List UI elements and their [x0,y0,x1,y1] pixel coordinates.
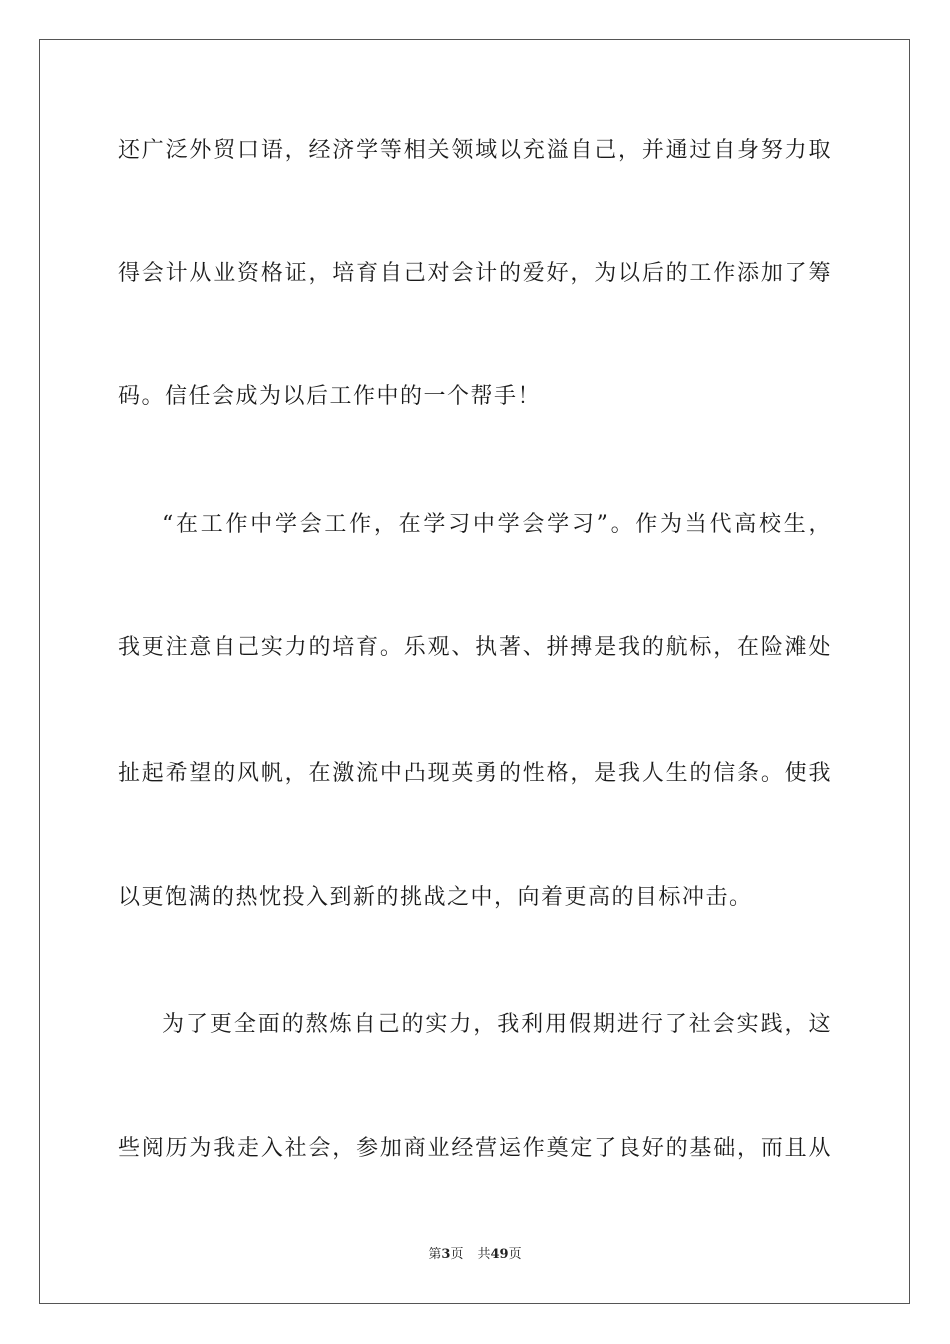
body-text-line: 为了更全面的熬炼自己的实力，我利用假期进行了社会实践，这 [162,1012,832,1037]
total-label-suffix: 页 [508,1247,522,1262]
body-text-line: 些阅历为我走入社会，参加商业经营运作奠定了良好的基础，而且从 [118,1136,832,1161]
page-label-suffix: 页 [450,1247,464,1262]
body-text-line: 我更注意自己实力的培育。乐观、执著、拼搏是我的航标，在险滩处 [118,635,832,660]
body-text-line: 得会计从业资格证，培育自己对会计的爱好，为以后的工作添加了筹 [118,261,832,286]
body-text-line: 还广泛外贸口语，经济学等相关领域以充溢自己，并通过自身努力取 [118,138,832,163]
body-text-line: 扯起希望的风帆，在激流中凸现英勇的性格，是我人生的信条。使我 [118,761,832,786]
page-label-prefix: 第 [428,1247,442,1262]
body-text-line: 码。信任会成为以后工作中的一个帮手！ [118,384,542,409]
body-text-line: 以更饱满的热忱投入到新的挑战之中，向着更高的目标冲击。 [118,885,753,910]
total-page-count: 49 [490,1247,509,1262]
current-page-number: 3 [441,1247,451,1262]
page-footer [0,1246,950,1264]
body-text-line: “在工作中学会工作，在学习中学会学习”。作为当代高校生， [162,512,832,537]
total-label-prefix: 共 [477,1247,491,1262]
page-border [39,39,910,1304]
